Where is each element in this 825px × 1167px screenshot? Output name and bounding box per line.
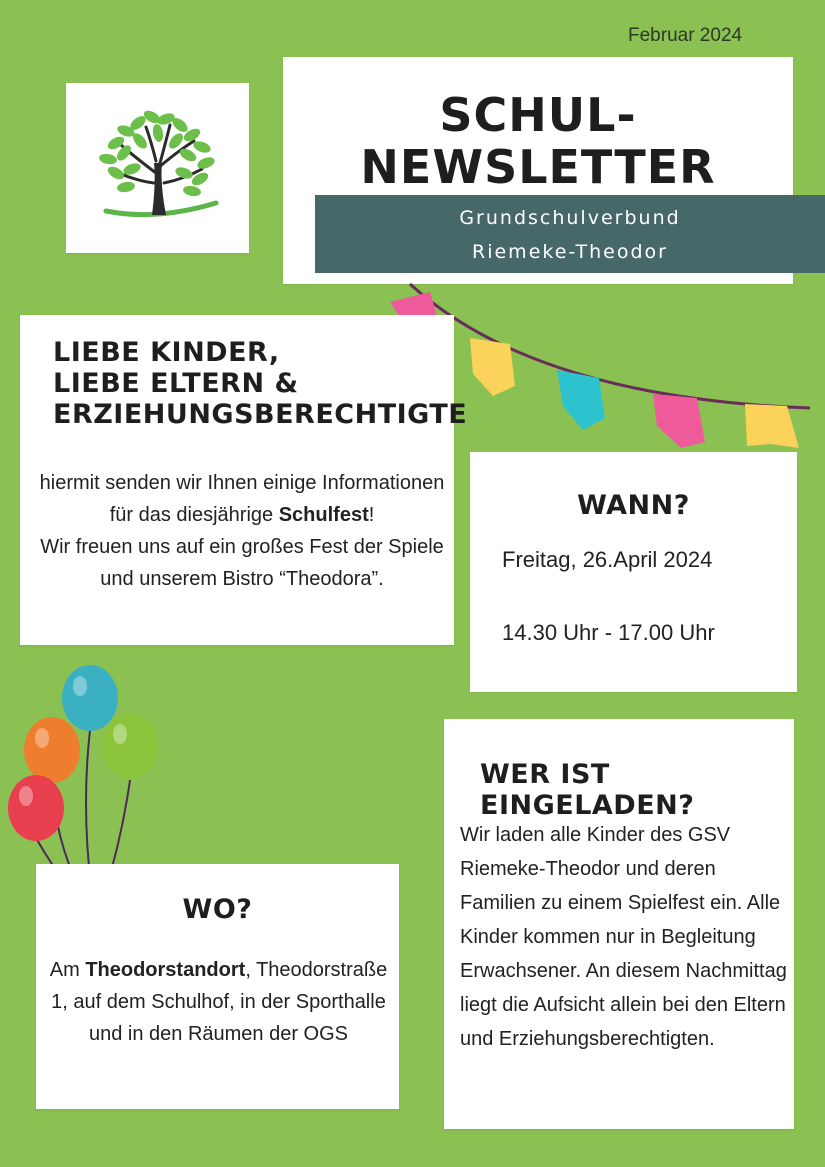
greeting-heading: LIEBE KINDER, LIEBE ELTERN & ERZIEHUNGSBERECHTIGTE <box>53 337 468 430</box>
greeting-card <box>20 315 468 645</box>
school-name-band: Grundschulverbund Riemeke-Theodor <box>315 195 825 273</box>
event-time: 14.30 Uhr - 17.00 Uhr <box>502 620 715 645</box>
invite-card <box>444 719 794 1129</box>
event-date: Freitag, 26.April 2024 <box>502 547 713 572</box>
page-title: SCHUL- NEWSLETTER <box>360 88 716 194</box>
greeting-exclamation: ! <box>368 504 375 526</box>
greeting-text <box>32 467 452 595</box>
logo-card <box>66 83 249 253</box>
greeting-intro: hiermit senden wir Ihnen einige Informationen für das diesjährige <box>39 472 445 526</box>
greeting-highlight: Schulfest <box>278 504 369 526</box>
when-card <box>470 452 797 692</box>
where-details: , Theodorstraße 1, auf dem Schulhof, in der Sporthalle und in den Räumen der OGS <box>51 959 388 1045</box>
invite-heading: WER IST EINGELADEN? <box>480 759 695 821</box>
where-location: Theodorstandort <box>85 959 246 981</box>
when-heading: WANN? <box>577 490 690 521</box>
tree-logo-icon <box>66 83 249 253</box>
invite-text: Wir laden alle Kinder des GSV Riemeke-Theodor und deren Familien zu einem Spielfest ein. Alle Kinder kommen nur in Begleitung Erwachsener. An diesem Nachmittag liegt die Aufsicht allein bei den Eltern und Erziehungsberechtigten. <box>460 824 787 1050</box>
where-prefix: Am <box>49 959 86 981</box>
issue-date: Februar 2024 <box>628 25 743 46</box>
where-text <box>46 954 391 1050</box>
greeting-closing: Wir freuen uns auf ein großes Fest der Spiele und unserem Bistro “Theodora”. <box>40 536 444 590</box>
where-card <box>36 864 399 1109</box>
where-heading: WO? <box>182 894 253 925</box>
